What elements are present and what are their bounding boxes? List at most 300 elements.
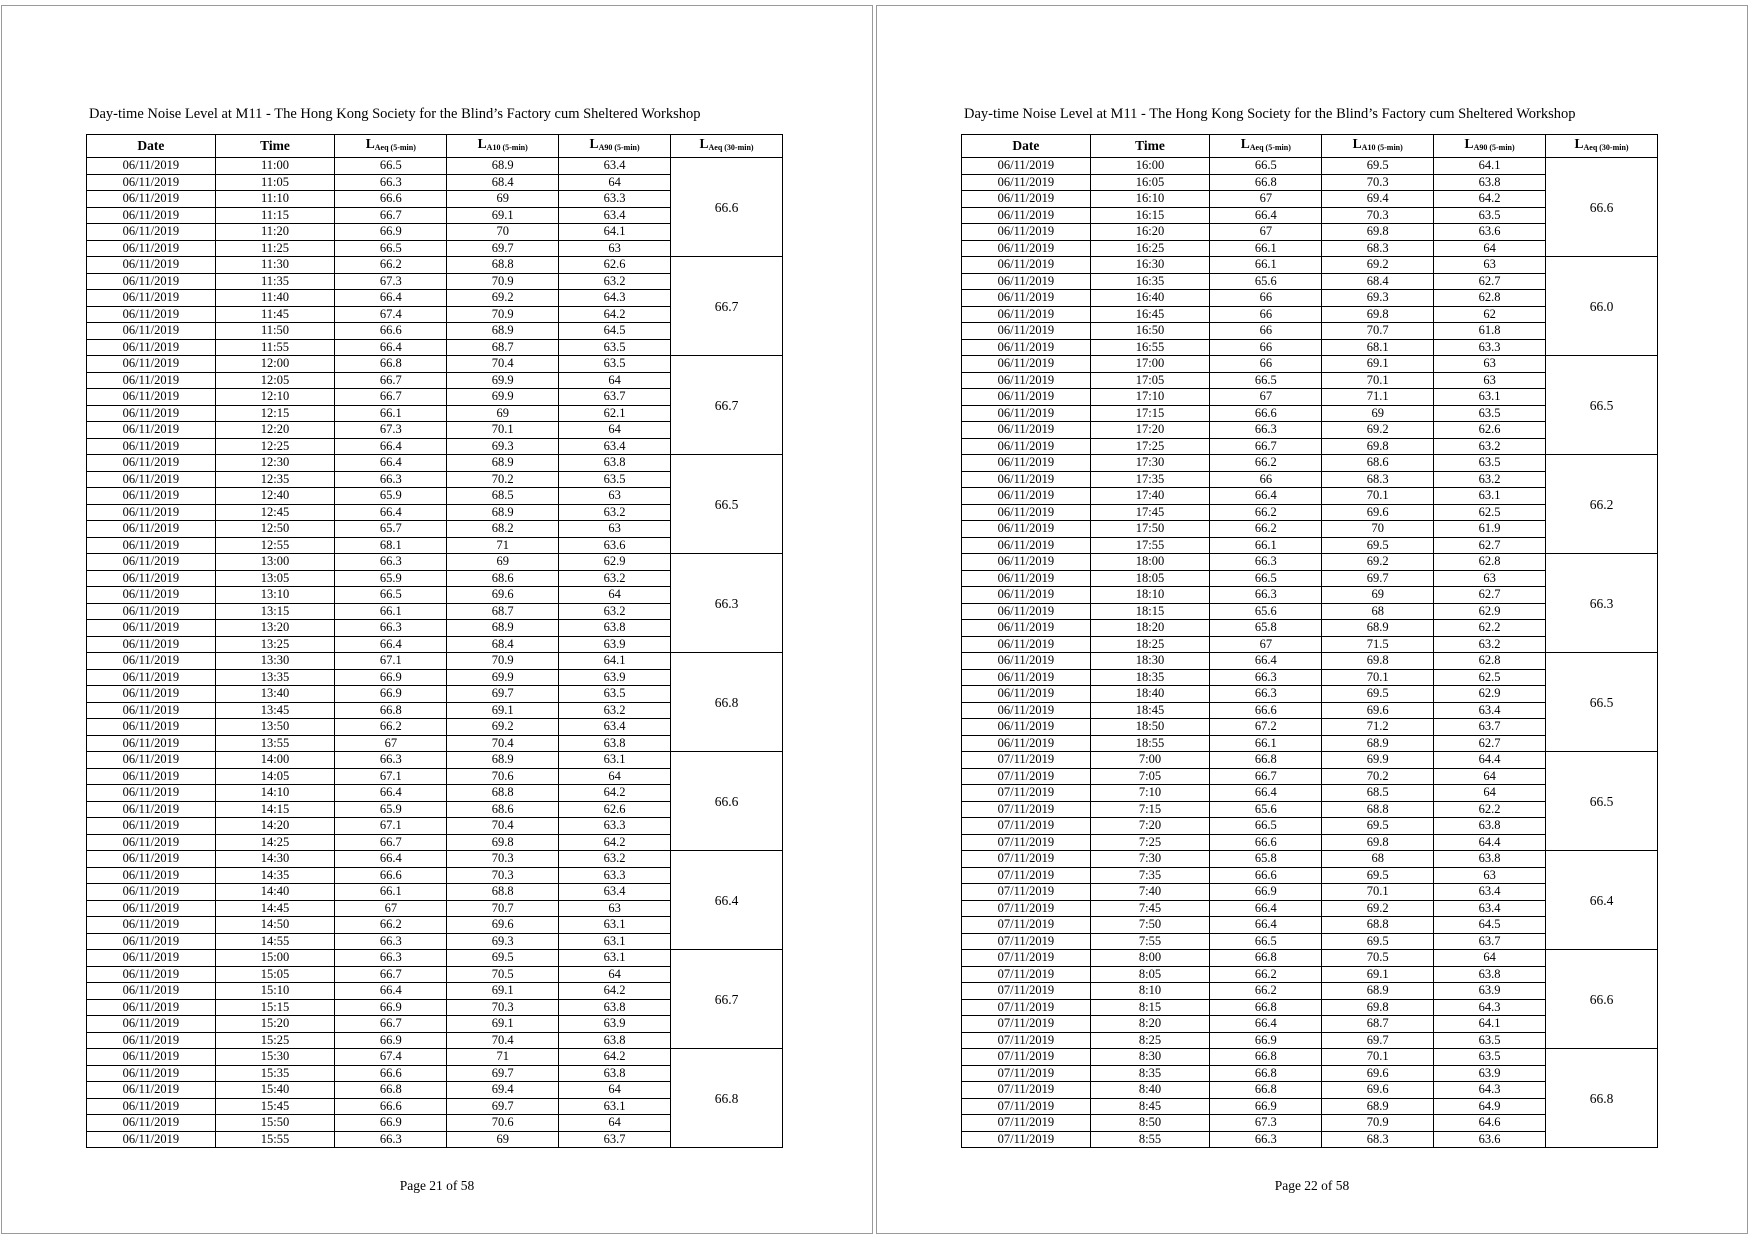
table-row bbox=[962, 851, 1658, 868]
cell-la90-5min: 63.1 bbox=[1434, 488, 1546, 505]
cell-laeq-5min: 66.2 bbox=[1210, 983, 1322, 1000]
cell-laeq-5min: 66.8 bbox=[1210, 999, 1322, 1016]
cell-time: 11:05 bbox=[215, 174, 335, 191]
cell-date: 06/11/2019 bbox=[962, 372, 1091, 389]
cell-date: 06/11/2019 bbox=[87, 257, 216, 274]
cell-date: 06/11/2019 bbox=[87, 191, 216, 208]
document-page-22 bbox=[876, 5, 1748, 1234]
cell-date: 06/11/2019 bbox=[87, 455, 216, 472]
cell-date: 06/11/2019 bbox=[962, 702, 1091, 719]
cell-la90-5min: 63.7 bbox=[559, 389, 671, 406]
cell-date: 06/11/2019 bbox=[87, 752, 216, 769]
cell-la10-5min: 70.1 bbox=[1322, 884, 1434, 901]
cell-la10-5min: 68.2 bbox=[447, 521, 559, 538]
noise-level-table bbox=[86, 134, 783, 1148]
cell-la10-5min: 69.8 bbox=[1322, 999, 1434, 1016]
cell-time: 13:40 bbox=[215, 686, 335, 703]
cell-la10-5min: 70.3 bbox=[447, 851, 559, 868]
cell-la10-5min: 68.4 bbox=[447, 174, 559, 191]
cell-laeq-30min: 66.5 bbox=[1546, 356, 1658, 455]
cell-date: 06/11/2019 bbox=[87, 521, 216, 538]
cell-la90-5min: 63.5 bbox=[559, 686, 671, 703]
cell-la10-5min: 69.5 bbox=[1322, 537, 1434, 554]
cell-time: 7:15 bbox=[1090, 801, 1210, 818]
cell-la90-5min: 64.4 bbox=[1434, 752, 1546, 769]
cell-la90-5min: 64 bbox=[559, 372, 671, 389]
cell-la10-5min: 69.8 bbox=[1322, 306, 1434, 323]
cell-laeq-5min: 66.5 bbox=[1210, 570, 1322, 587]
cell-time: 14:20 bbox=[215, 818, 335, 835]
cell-laeq-5min: 66.7 bbox=[335, 389, 447, 406]
cell-time: 15:00 bbox=[215, 950, 335, 967]
cell-la90-5min: 63.9 bbox=[559, 636, 671, 653]
cell-laeq-5min: 66.8 bbox=[1210, 1049, 1322, 1066]
cell-la10-5min: 68.9 bbox=[447, 455, 559, 472]
cell-la10-5min: 69.1 bbox=[447, 983, 559, 1000]
cell-time: 12:10 bbox=[215, 389, 335, 406]
cell-la90-5min: 64 bbox=[559, 174, 671, 191]
cell-la90-5min: 63.2 bbox=[559, 603, 671, 620]
cell-laeq-5min: 67 bbox=[335, 735, 447, 752]
table-row bbox=[962, 257, 1658, 274]
cell-la90-5min: 62.2 bbox=[1434, 801, 1546, 818]
header-laeq-5min: $L_{Aeq (5-min)}$ bbox=[1210, 135, 1322, 158]
cell-time: 13:55 bbox=[215, 735, 335, 752]
cell-time: 14:40 bbox=[215, 884, 335, 901]
cell-time: 13:20 bbox=[215, 620, 335, 637]
cell-laeq-5min: 66.9 bbox=[1210, 1032, 1322, 1049]
cell-laeq-5min: 66.7 bbox=[1210, 768, 1322, 785]
cell-laeq-5min: 66.3 bbox=[335, 950, 447, 967]
cell-date: 06/11/2019 bbox=[87, 950, 216, 967]
cell-la90-5min: 63 bbox=[1434, 257, 1546, 274]
cell-time: 14:35 bbox=[215, 867, 335, 884]
cell-laeq-5min: 65.8 bbox=[1210, 851, 1322, 868]
cell-la10-5min: 70.3 bbox=[1322, 207, 1434, 224]
cell-date: 06/11/2019 bbox=[87, 405, 216, 422]
cell-date: 07/11/2019 bbox=[962, 851, 1091, 868]
cell-la10-5min: 68.8 bbox=[447, 884, 559, 901]
cell-la10-5min: 68.9 bbox=[447, 323, 559, 340]
cell-laeq-5min: 66.4 bbox=[335, 851, 447, 868]
cell-laeq-5min: 66.3 bbox=[1210, 422, 1322, 439]
cell-laeq-5min: 67.1 bbox=[335, 818, 447, 835]
cell-time: 12:05 bbox=[215, 372, 335, 389]
cell-laeq-5min: 65.6 bbox=[1210, 801, 1322, 818]
cell-date: 07/11/2019 bbox=[962, 999, 1091, 1016]
cell-la90-5min: 64.2 bbox=[1434, 191, 1546, 208]
cell-la10-5min: 68.7 bbox=[447, 339, 559, 356]
cell-la10-5min: 69.5 bbox=[1322, 818, 1434, 835]
table-row bbox=[962, 653, 1658, 670]
cell-la90-5min: 63.2 bbox=[559, 570, 671, 587]
cell-time: 15:35 bbox=[215, 1065, 335, 1082]
cell-time: 17:20 bbox=[1090, 422, 1210, 439]
cell-la90-5min: 63.2 bbox=[1434, 471, 1546, 488]
cell-la10-5min: 68.9 bbox=[1322, 620, 1434, 637]
cell-la10-5min: 70 bbox=[1322, 521, 1434, 538]
cell-time: 14:05 bbox=[215, 768, 335, 785]
cell-la10-5min: 69.6 bbox=[1322, 504, 1434, 521]
cell-laeq-30min: 66.4 bbox=[1546, 851, 1658, 950]
cell-date: 06/11/2019 bbox=[87, 851, 216, 868]
cell-laeq-5min: 65.9 bbox=[335, 570, 447, 587]
table-row bbox=[962, 1049, 1658, 1066]
cell-laeq-5min: 66.1 bbox=[335, 603, 447, 620]
cell-laeq-5min: 66.7 bbox=[335, 372, 447, 389]
table-header-row bbox=[962, 135, 1658, 158]
cell-la10-5min: 70.3 bbox=[1322, 174, 1434, 191]
cell-la90-5min: 64.1 bbox=[559, 224, 671, 241]
header-laeq-30min: $L_{Aeq (30-min)}$ bbox=[671, 135, 783, 158]
cell-la90-5min: 64.5 bbox=[1434, 917, 1546, 934]
cell-time: 7:25 bbox=[1090, 834, 1210, 851]
cell-laeq-5min: 66 bbox=[1210, 323, 1322, 340]
cell-date: 06/11/2019 bbox=[87, 1115, 216, 1132]
cell-laeq-30min: 66.5 bbox=[1546, 752, 1658, 851]
cell-time: 17:40 bbox=[1090, 488, 1210, 505]
cell-date: 06/11/2019 bbox=[962, 389, 1091, 406]
cell-time: 14:15 bbox=[215, 801, 335, 818]
cell-laeq-5min: 67.4 bbox=[335, 1049, 447, 1066]
cell-time: 18:30 bbox=[1090, 653, 1210, 670]
cell-time: 7:20 bbox=[1090, 818, 1210, 835]
table-title: Day-time Noise Level at M11 - The Hong Kong Society for the Blind’s Factory cum Sheltered Workshop bbox=[89, 106, 701, 122]
table-row bbox=[962, 752, 1658, 769]
cell-laeq-5min: 67.3 bbox=[335, 273, 447, 290]
cell-time: 12:15 bbox=[215, 405, 335, 422]
cell-date: 06/11/2019 bbox=[87, 966, 216, 983]
cell-date: 06/11/2019 bbox=[87, 1065, 216, 1082]
cell-laeq-5min: 66.5 bbox=[335, 240, 447, 257]
cell-la90-5min: 63.6 bbox=[1434, 224, 1546, 241]
header-la10-5min: $L_{A10 (5-min)}$ bbox=[1322, 135, 1434, 158]
cell-time: 16:35 bbox=[1090, 273, 1210, 290]
cell-date: 06/11/2019 bbox=[87, 1016, 216, 1033]
cell-date: 06/11/2019 bbox=[87, 653, 216, 670]
table-row bbox=[962, 554, 1658, 571]
cell-time: 7:05 bbox=[1090, 768, 1210, 785]
cell-la10-5min: 68.6 bbox=[447, 570, 559, 587]
cell-date: 06/11/2019 bbox=[87, 900, 216, 917]
table-row bbox=[962, 356, 1658, 373]
cell-time: 15:50 bbox=[215, 1115, 335, 1132]
cell-time: 16:40 bbox=[1090, 290, 1210, 307]
cell-laeq-5min: 65.6 bbox=[1210, 603, 1322, 620]
cell-la10-5min: 69.2 bbox=[1322, 900, 1434, 917]
cell-la90-5min: 63.4 bbox=[559, 158, 671, 175]
cell-la10-5min: 70.9 bbox=[1322, 1115, 1434, 1132]
cell-la10-5min: 68.9 bbox=[1322, 1098, 1434, 1115]
cell-la10-5min: 69.6 bbox=[1322, 1065, 1434, 1082]
cell-laeq-5min: 66.5 bbox=[1210, 818, 1322, 835]
cell-time: 16:55 bbox=[1090, 339, 1210, 356]
table-row bbox=[87, 554, 783, 571]
cell-la10-5min: 70.9 bbox=[447, 653, 559, 670]
cell-la10-5min: 70.6 bbox=[447, 1115, 559, 1132]
cell-time: 7:00 bbox=[1090, 752, 1210, 769]
page-number: Page 21 of 58 bbox=[399, 1178, 475, 1193]
cell-la90-5min: 63.3 bbox=[559, 818, 671, 835]
cell-la90-5min: 63 bbox=[1434, 867, 1546, 884]
header-time: Time bbox=[215, 135, 335, 158]
cell-date: 06/11/2019 bbox=[87, 917, 216, 934]
cell-la10-5min: 68.7 bbox=[1322, 1016, 1434, 1033]
cell-laeq-30min: 66.6 bbox=[671, 158, 783, 257]
cell-la90-5min: 62.7 bbox=[1434, 273, 1546, 290]
cell-la90-5min: 62.5 bbox=[1434, 504, 1546, 521]
cell-date: 06/11/2019 bbox=[87, 1032, 216, 1049]
cell-la90-5min: 63.8 bbox=[559, 1032, 671, 1049]
cell-time: 11:55 bbox=[215, 339, 335, 356]
table-row bbox=[87, 1049, 783, 1066]
cell-la90-5min: 64.1 bbox=[559, 653, 671, 670]
cell-laeq-5min: 66.7 bbox=[1210, 438, 1322, 455]
cell-date: 06/11/2019 bbox=[962, 603, 1091, 620]
cell-time: 7:30 bbox=[1090, 851, 1210, 868]
cell-la10-5min: 69.1 bbox=[447, 1016, 559, 1033]
cell-time: 16:15 bbox=[1090, 207, 1210, 224]
cell-la10-5min: 71 bbox=[447, 537, 559, 554]
table-row bbox=[87, 158, 783, 175]
cell-la10-5min: 70.7 bbox=[447, 900, 559, 917]
cell-date: 06/11/2019 bbox=[87, 438, 216, 455]
cell-laeq-5min: 66.8 bbox=[1210, 1082, 1322, 1099]
cell-date: 07/11/2019 bbox=[962, 801, 1091, 818]
cell-time: 8:45 bbox=[1090, 1098, 1210, 1115]
cell-la90-5min: 63.6 bbox=[1434, 1131, 1546, 1148]
cell-date: 06/11/2019 bbox=[87, 224, 216, 241]
cell-date: 06/11/2019 bbox=[87, 1049, 216, 1066]
cell-date: 06/11/2019 bbox=[87, 1131, 216, 1148]
cell-la10-5min: 69.2 bbox=[1322, 422, 1434, 439]
table-row bbox=[962, 455, 1658, 472]
cell-time: 14:30 bbox=[215, 851, 335, 868]
cell-laeq-30min: 66.5 bbox=[671, 455, 783, 554]
cell-time: 13:35 bbox=[215, 669, 335, 686]
cell-la90-5min: 61.8 bbox=[1434, 323, 1546, 340]
cell-la10-5min: 69.1 bbox=[1322, 356, 1434, 373]
cell-date: 06/11/2019 bbox=[962, 290, 1091, 307]
cell-date: 07/11/2019 bbox=[962, 1082, 1091, 1099]
cell-la90-5min: 64.4 bbox=[1434, 834, 1546, 851]
cell-time: 15:55 bbox=[215, 1131, 335, 1148]
cell-laeq-30min: 66.6 bbox=[1546, 158, 1658, 257]
cell-la10-5min: 69.4 bbox=[1322, 191, 1434, 208]
cell-time: 8:25 bbox=[1090, 1032, 1210, 1049]
cell-laeq-5min: 66.5 bbox=[335, 587, 447, 604]
cell-date: 06/11/2019 bbox=[87, 818, 216, 835]
cell-date: 06/11/2019 bbox=[962, 339, 1091, 356]
cell-la10-5min: 69.5 bbox=[447, 950, 559, 967]
cell-time: 8:40 bbox=[1090, 1082, 1210, 1099]
cell-la90-5min: 62.7 bbox=[1434, 587, 1546, 604]
cell-la10-5min: 68.9 bbox=[447, 620, 559, 637]
cell-la10-5min: 68.1 bbox=[1322, 339, 1434, 356]
cell-la90-5min: 64 bbox=[559, 768, 671, 785]
cell-la10-5min: 70.4 bbox=[447, 735, 559, 752]
cell-la10-5min: 69.5 bbox=[1322, 158, 1434, 175]
cell-laeq-5min: 66.3 bbox=[335, 1131, 447, 1148]
cell-la90-5min: 63.9 bbox=[559, 669, 671, 686]
cell-time: 14:10 bbox=[215, 785, 335, 802]
header-date: Date bbox=[87, 135, 216, 158]
cell-la10-5min: 68.8 bbox=[447, 785, 559, 802]
cell-laeq-5min: 66.9 bbox=[1210, 1098, 1322, 1115]
cell-date: 06/11/2019 bbox=[962, 174, 1091, 191]
cell-laeq-5min: 66.5 bbox=[1210, 158, 1322, 175]
cell-la10-5min: 71.1 bbox=[1322, 389, 1434, 406]
cell-la90-5min: 62.6 bbox=[559, 257, 671, 274]
cell-laeq-30min: 66.2 bbox=[1546, 455, 1658, 554]
cell-laeq-30min: 66.3 bbox=[671, 554, 783, 653]
cell-la10-5min: 68.9 bbox=[447, 752, 559, 769]
cell-date: 07/11/2019 bbox=[962, 1032, 1091, 1049]
cell-time: 14:45 bbox=[215, 900, 335, 917]
cell-laeq-5min: 66.4 bbox=[1210, 785, 1322, 802]
cell-date: 06/11/2019 bbox=[962, 356, 1091, 373]
cell-laeq-30min: 66.0 bbox=[1546, 257, 1658, 356]
cell-la10-5min: 69 bbox=[447, 554, 559, 571]
cell-date: 06/11/2019 bbox=[87, 702, 216, 719]
cell-la90-5min: 64.3 bbox=[1434, 1082, 1546, 1099]
cell-date: 06/11/2019 bbox=[87, 174, 216, 191]
cell-la90-5min: 63 bbox=[1434, 570, 1546, 587]
cell-la10-5min: 71.5 bbox=[1322, 636, 1434, 653]
header-laeq-5min: $L_{Aeq (5-min)}$ bbox=[335, 135, 447, 158]
cell-time: 11:40 bbox=[215, 290, 335, 307]
cell-la10-5min: 70.5 bbox=[447, 966, 559, 983]
cell-time: 17:50 bbox=[1090, 521, 1210, 538]
header-la10-5min: $L_{A10 (5-min)}$ bbox=[447, 135, 559, 158]
cell-la10-5min: 68.3 bbox=[1322, 240, 1434, 257]
cell-la90-5min: 64.2 bbox=[559, 983, 671, 1000]
cell-time: 13:15 bbox=[215, 603, 335, 620]
cell-laeq-5min: 66.3 bbox=[1210, 669, 1322, 686]
cell-laeq-5min: 66.7 bbox=[335, 207, 447, 224]
cell-laeq-5min: 67 bbox=[1210, 389, 1322, 406]
cell-time: 11:45 bbox=[215, 306, 335, 323]
cell-la10-5min: 68.4 bbox=[1322, 273, 1434, 290]
cell-la10-5min: 69.1 bbox=[447, 702, 559, 719]
cell-laeq-5min: 67 bbox=[335, 900, 447, 917]
cell-time: 7:10 bbox=[1090, 785, 1210, 802]
cell-time: 17:15 bbox=[1090, 405, 1210, 422]
cell-la90-5min: 62.9 bbox=[559, 554, 671, 571]
cell-la10-5min: 68.9 bbox=[447, 504, 559, 521]
cell-la90-5min: 63.4 bbox=[1434, 900, 1546, 917]
cell-la90-5min: 63.8 bbox=[1434, 174, 1546, 191]
cell-la90-5min: 62.6 bbox=[559, 801, 671, 818]
cell-laeq-5min: 66.4 bbox=[1210, 207, 1322, 224]
cell-la90-5min: 63.8 bbox=[1434, 851, 1546, 868]
cell-time: 8:20 bbox=[1090, 1016, 1210, 1033]
cell-date: 06/11/2019 bbox=[962, 240, 1091, 257]
cell-laeq-30min: 66.7 bbox=[671, 257, 783, 356]
cell-la90-5min: 63 bbox=[559, 521, 671, 538]
cell-date: 07/11/2019 bbox=[962, 900, 1091, 917]
cell-la90-5min: 64.9 bbox=[1434, 1098, 1546, 1115]
cell-la90-5min: 62.6 bbox=[1434, 422, 1546, 439]
cell-laeq-5min: 65.6 bbox=[1210, 273, 1322, 290]
cell-la10-5min: 69.7 bbox=[447, 240, 559, 257]
cell-la10-5min: 68.5 bbox=[447, 488, 559, 505]
cell-la90-5min: 63.8 bbox=[559, 455, 671, 472]
cell-la90-5min: 63.9 bbox=[559, 1016, 671, 1033]
cell-la90-5min: 64.2 bbox=[559, 1049, 671, 1066]
cell-la90-5min: 64.6 bbox=[1434, 1115, 1546, 1132]
cell-laeq-5min: 66.3 bbox=[335, 933, 447, 950]
cell-la10-5min: 69.2 bbox=[1322, 257, 1434, 274]
cell-la90-5min: 63.2 bbox=[1434, 438, 1546, 455]
cell-date: 06/11/2019 bbox=[962, 273, 1091, 290]
cell-la90-5min: 64 bbox=[559, 1082, 671, 1099]
cell-la90-5min: 63.7 bbox=[1434, 933, 1546, 950]
cell-laeq-5min: 66.4 bbox=[1210, 1016, 1322, 1033]
cell-laeq-5min: 66 bbox=[1210, 471, 1322, 488]
cell-date: 07/11/2019 bbox=[962, 785, 1091, 802]
cell-la10-5min: 68.7 bbox=[447, 603, 559, 620]
cell-laeq-5min: 66.8 bbox=[1210, 752, 1322, 769]
cell-la90-5min: 63 bbox=[559, 488, 671, 505]
cell-laeq-30min: 66.7 bbox=[671, 356, 783, 455]
cell-laeq-5min: 66.9 bbox=[335, 669, 447, 686]
cell-la10-5min: 68.8 bbox=[1322, 917, 1434, 934]
cell-laeq-5min: 66.2 bbox=[1210, 455, 1322, 472]
cell-date: 06/11/2019 bbox=[87, 636, 216, 653]
cell-laeq-5min: 66.2 bbox=[1210, 504, 1322, 521]
cell-laeq-5min: 66.4 bbox=[1210, 653, 1322, 670]
cell-laeq-5min: 66.6 bbox=[335, 191, 447, 208]
cell-date: 06/11/2019 bbox=[87, 1082, 216, 1099]
cell-la90-5min: 62.8 bbox=[1434, 290, 1546, 307]
table-title: Day-time Noise Level at M11 - The Hong Kong Society for the Blind’s Factory cum Sheltered Workshop bbox=[964, 106, 1576, 122]
cell-date: 06/11/2019 bbox=[962, 521, 1091, 538]
cell-la10-5min: 69.5 bbox=[1322, 933, 1434, 950]
cell-time: 14:50 bbox=[215, 917, 335, 934]
cell-la90-5min: 63.8 bbox=[559, 620, 671, 637]
cell-time: 18:05 bbox=[1090, 570, 1210, 587]
cell-la90-5min: 63.3 bbox=[559, 867, 671, 884]
cell-date: 06/11/2019 bbox=[962, 554, 1091, 571]
cell-laeq-5min: 66.7 bbox=[335, 1016, 447, 1033]
header-la90-5min: $L_{A90 (5-min)}$ bbox=[1434, 135, 1546, 158]
cell-la90-5min: 62.9 bbox=[1434, 603, 1546, 620]
cell-laeq-30min: 66.5 bbox=[1546, 653, 1658, 752]
cell-la10-5min: 69.2 bbox=[447, 290, 559, 307]
cell-la10-5min: 69.3 bbox=[1322, 290, 1434, 307]
cell-time: 12:30 bbox=[215, 455, 335, 472]
cell-time: 11:20 bbox=[215, 224, 335, 241]
cell-time: 11:25 bbox=[215, 240, 335, 257]
cell-la90-5min: 63.7 bbox=[559, 1131, 671, 1148]
cell-time: 14:00 bbox=[215, 752, 335, 769]
cell-date: 06/11/2019 bbox=[962, 504, 1091, 521]
cell-laeq-5min: 67 bbox=[1210, 224, 1322, 241]
cell-time: 8:05 bbox=[1090, 966, 1210, 983]
cell-la90-5min: 63.1 bbox=[559, 950, 671, 967]
cell-time: 14:25 bbox=[215, 834, 335, 851]
cell-laeq-5min: 66.6 bbox=[335, 323, 447, 340]
cell-laeq-5min: 66.4 bbox=[335, 438, 447, 455]
cell-time: 7:35 bbox=[1090, 867, 1210, 884]
cell-la90-5min: 64.2 bbox=[559, 834, 671, 851]
cell-la10-5min: 68.9 bbox=[1322, 983, 1434, 1000]
cell-la10-5min: 70.4 bbox=[447, 818, 559, 835]
cell-laeq-5min: 66.3 bbox=[1210, 686, 1322, 703]
cell-date: 07/11/2019 bbox=[962, 867, 1091, 884]
cell-la90-5min: 63.8 bbox=[559, 999, 671, 1016]
